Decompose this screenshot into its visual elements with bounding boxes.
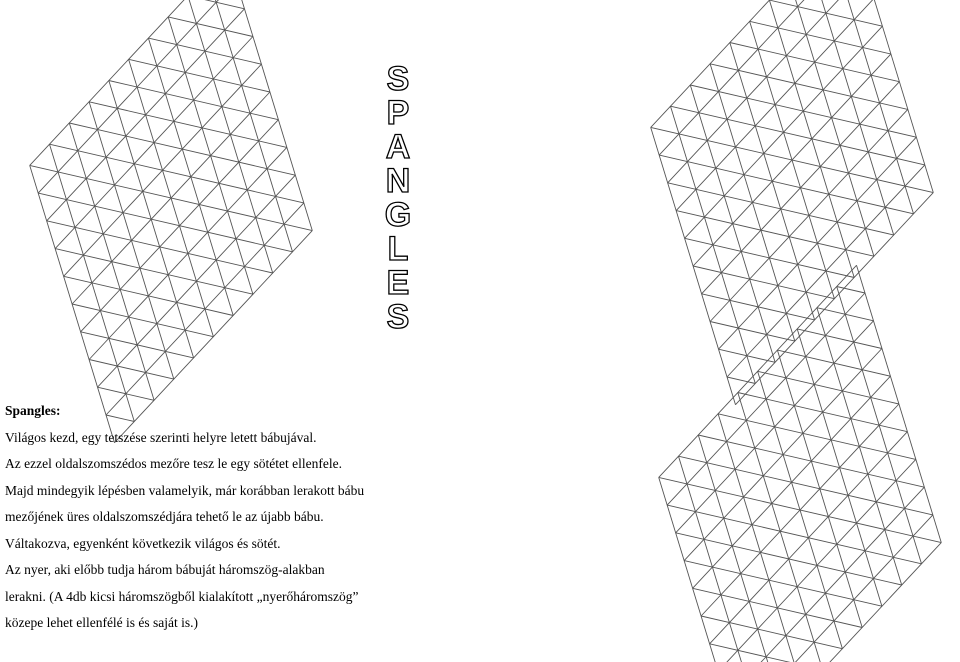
title-letter: S — [386, 60, 410, 98]
grid-line — [698, 435, 783, 662]
grid-line — [718, 414, 916, 460]
lattice-lines — [659, 265, 942, 662]
rules-lines — [5, 425, 425, 637]
grid-line — [710, 644, 823, 662]
rules-heading: Spangles: — [5, 403, 61, 418]
grid-line — [738, 393, 823, 662]
grid-line — [718, 459, 916, 662]
rules-line: közepe lehet ellenfélé is és saját is.) — [5, 615, 199, 630]
grid-line — [797, 329, 882, 349]
title-letter: P — [386, 94, 410, 132]
rules-line: mezőjének üres oldalszomszédjára tehető le az újabb bábu. — [5, 509, 324, 524]
rules-line: Majd mindegyik lépésben valamelyik, már korábban lerakott bábu — [5, 482, 365, 498]
grid-line — [693, 588, 863, 627]
title-letter: G — [384, 196, 412, 234]
title-letter: N — [385, 162, 411, 200]
grid-line — [684, 561, 882, 607]
rules-text-block — [5, 398, 425, 637]
grid-line — [837, 287, 865, 294]
title-letter: L — [387, 230, 409, 268]
rules-line: lerakni. (A 4db kicsi háromszögből kialakított „nyerőháromszög” — [5, 588, 359, 604]
title-letter: E — [386, 264, 410, 302]
rules-line: Világos kezd, egy tetszése szerinti helyre letett bábujával. — [5, 429, 317, 445]
grid-line — [777, 350, 890, 376]
grid-line — [659, 477, 942, 542]
title-letter: A — [385, 128, 411, 166]
spangles-vertical-title — [372, 62, 424, 334]
grid-line — [744, 543, 942, 662]
rules-line: Az ezzel oldalszomszédos mezőre tesz le egy sötétet ellenfele. — [5, 456, 342, 471]
rules-line: Az nyer, aki előbb tudja három bábuját háromszög-alakban — [5, 562, 325, 577]
title-letter: S — [386, 298, 410, 336]
rules-line: Váltakozva, egyenként következik világos és sötét. — [5, 535, 281, 551]
grid-line — [758, 371, 899, 404]
grid-line — [817, 308, 874, 321]
grid-line — [701, 616, 842, 649]
grid-line — [667, 505, 921, 564]
grid-line — [735, 515, 933, 662]
grid-line — [718, 414, 803, 662]
grid-line — [738, 393, 908, 432]
grid-line — [679, 456, 933, 515]
grid-line — [727, 487, 925, 662]
